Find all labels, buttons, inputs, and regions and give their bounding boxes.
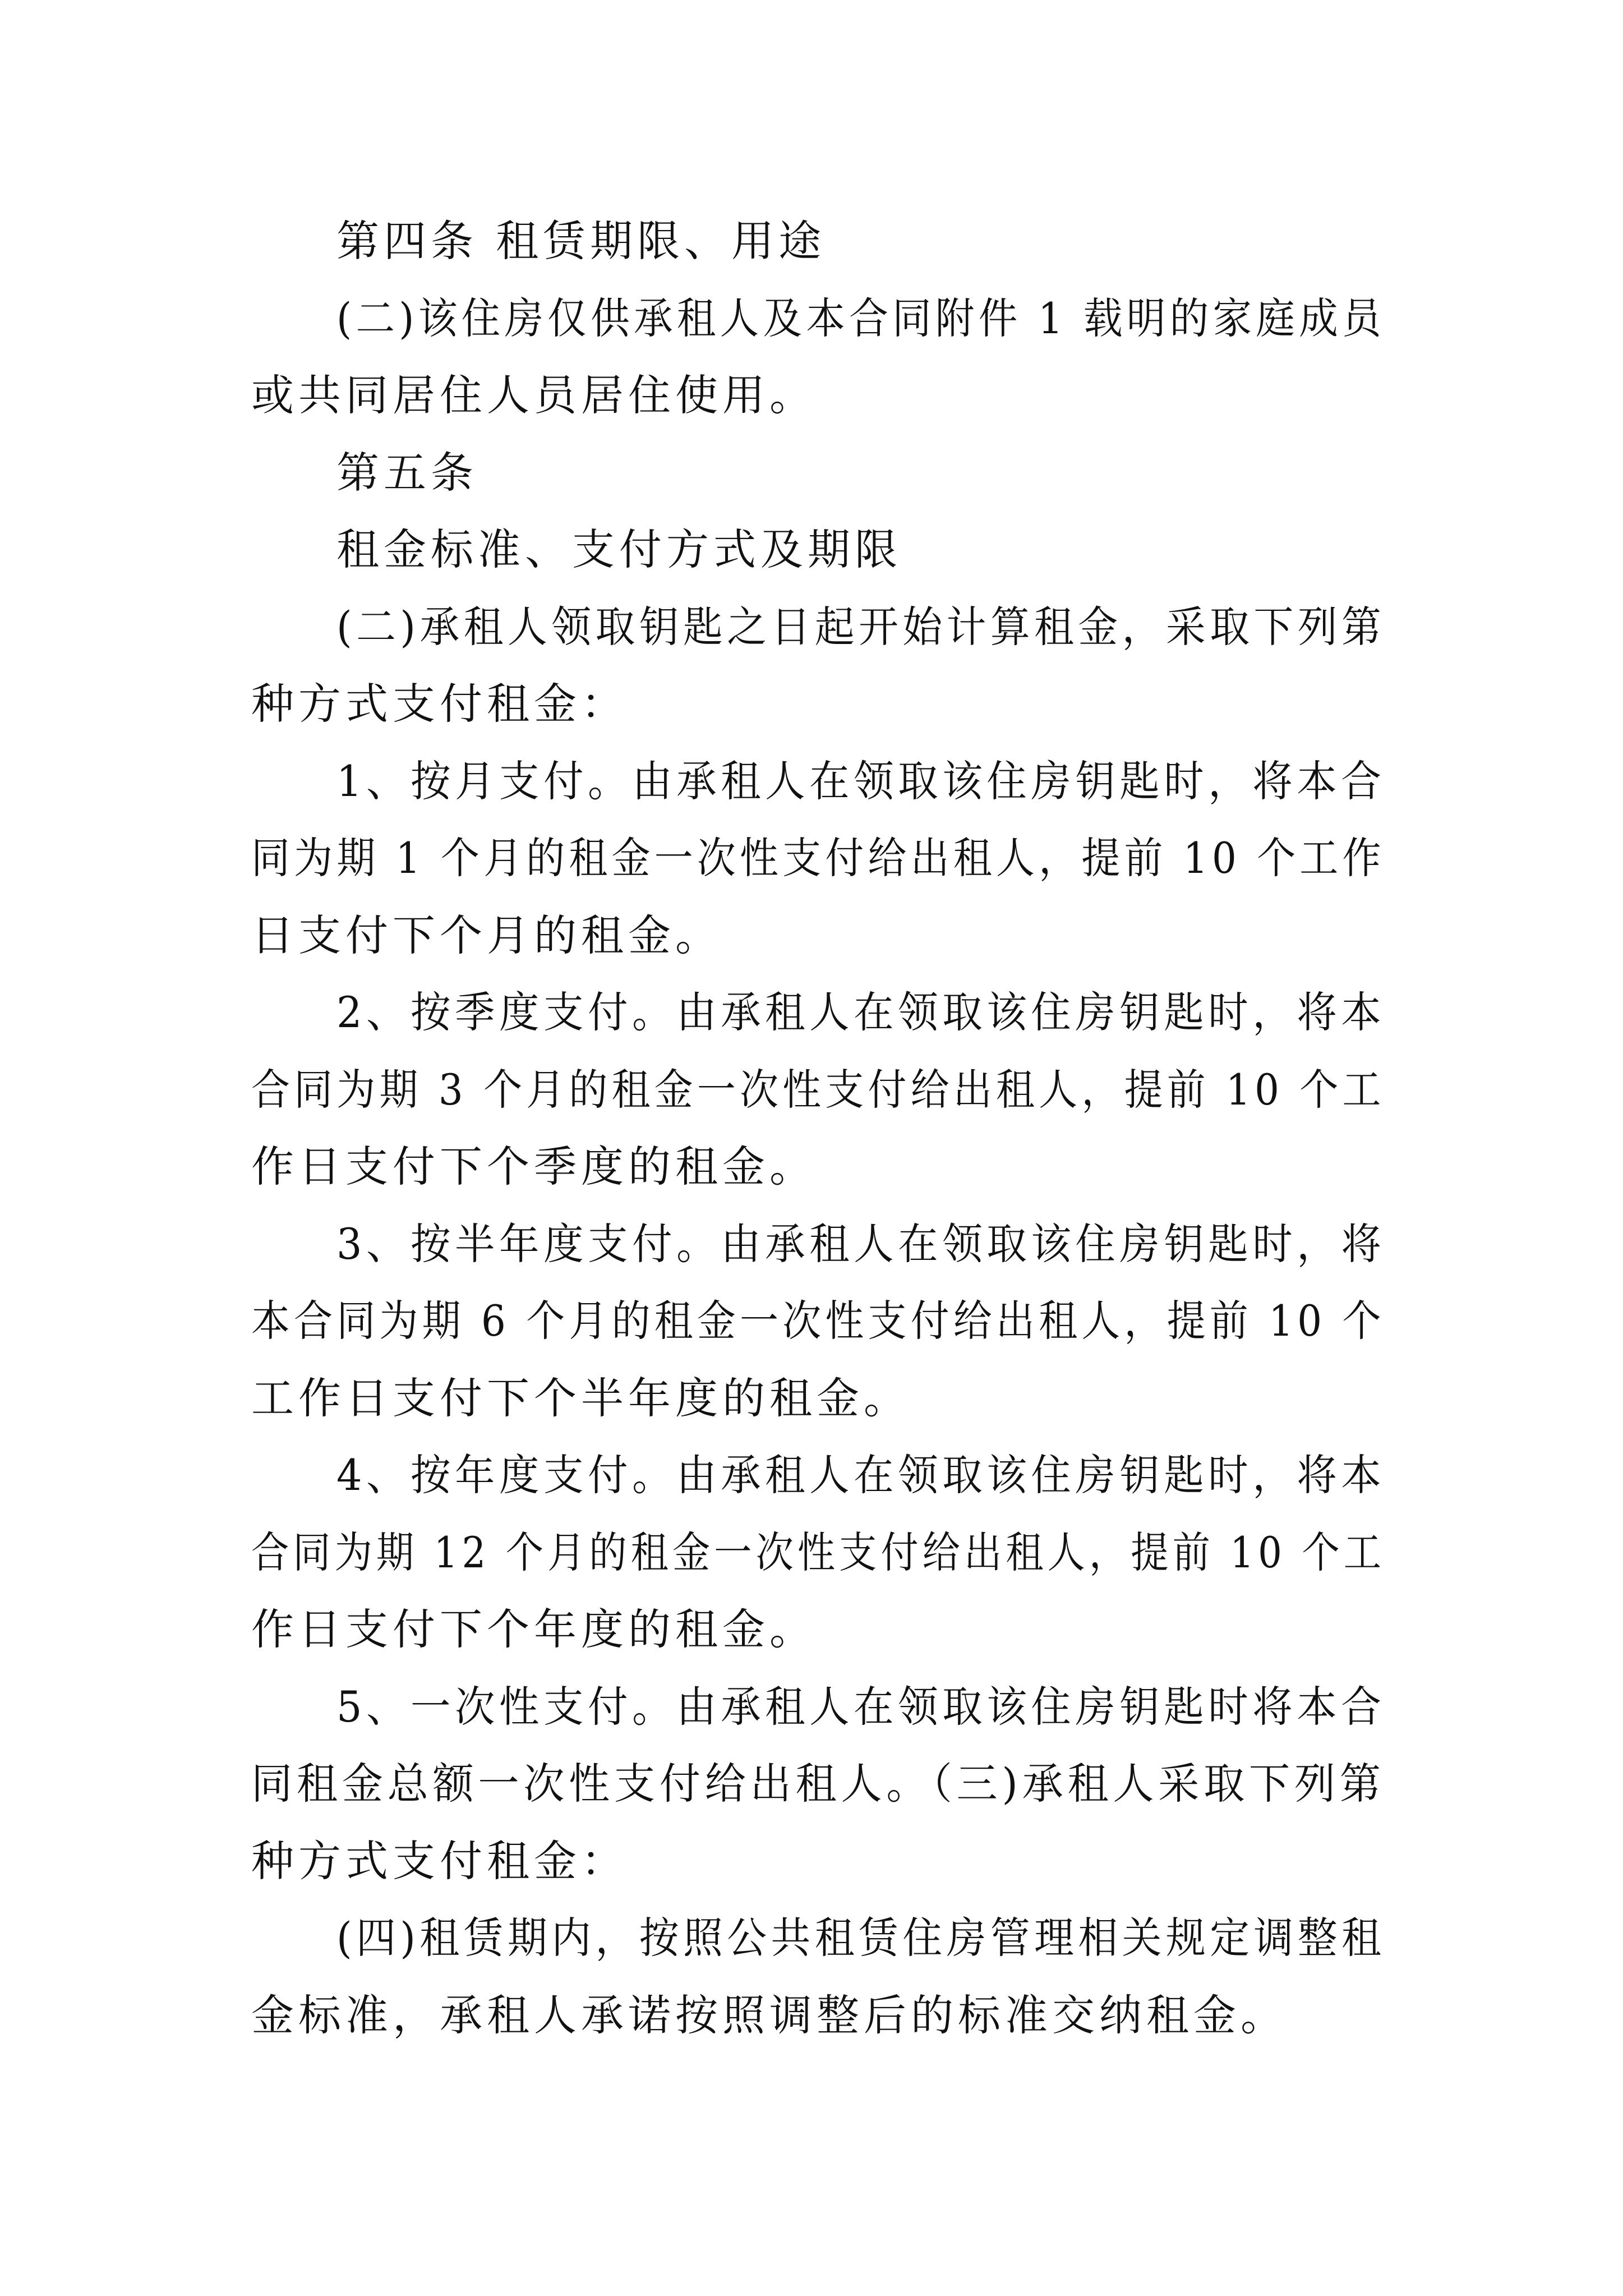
payment-option-1-cont: 日支付下个月的租金。 [251,910,722,960]
payment-option-1: 1、按月支付。由承租人在领取该住房钥匙时，将本合 [336,756,1386,806]
payment-option-2-cont: 合同为期 3 个月的租金一次性支付给出租人，提前 10 个工 [251,1065,1385,1115]
article-5-clause-3-cont: 种方式支付租金： [251,1836,628,1886]
article-5-clause-2-cont: 种方式支付租金： [251,679,628,729]
article-5-heading: 第五条 [336,448,478,498]
payment-option-3-cont: 本合同为期 6 个月的租金一次性支付给出租人，提前 10 个 [251,1296,1385,1346]
payment-option-5: 5、一次性支付。由承租人在领取该住房钥匙时将本合 [336,1682,1386,1732]
article-4-clause-2-cont: 或共同居住人员居住使用。 [251,370,817,420]
article-4-heading: 第四条 租赁期限、用途 [336,216,826,266]
payment-option-3: 3、按半年度支付。由承租人在领取该住房钥匙时，将 [336,1219,1386,1269]
payment-option-4-cont: 作日支付下个年度的租金。 [251,1604,817,1654]
article-4-clause-2: (二)该住房仅供承租人及本合同附件 1 载明的家庭成员 [336,293,1385,343]
payment-option-4-cont: 合同为期 12 个月的租金一次性支付给出租人，提前 10 个工 [251,1527,1386,1577]
payment-option-2-cont: 作日支付下个季度的租金。 [251,1142,817,1191]
article-5-clause-4-cont: 金标准，承租人承诺按照调整后的标准交纳租金。 [251,1990,1288,2040]
payment-option-1-cont: 同为期 1 个月的租金一次性支付给出租人，提前 10 个工作 [251,833,1385,883]
article-5-title: 租金标准、支付方式及期限 [336,524,902,574]
payment-option-4: 4、按年度支付。由承租人在领取该住房钥匙时，将本 [336,1450,1386,1500]
payment-option-5-cont: 同租金总额一次性支付给出租人。（三)承租人采取下列第 [251,1759,1385,1809]
payment-option-2: 2、按季度支付。由承租人在领取该住房钥匙时，将本 [336,987,1386,1037]
article-5-clause-4: (四)租赁期内，按照公共租赁住房管理相关规定调整租 [336,1913,1386,1963]
payment-option-3-cont: 工作日支付下个半年度的租金。 [251,1373,911,1423]
article-5-clause-2: (二)承租人领取钥匙之日起开始计算租金，采取下列第 [336,602,1386,652]
